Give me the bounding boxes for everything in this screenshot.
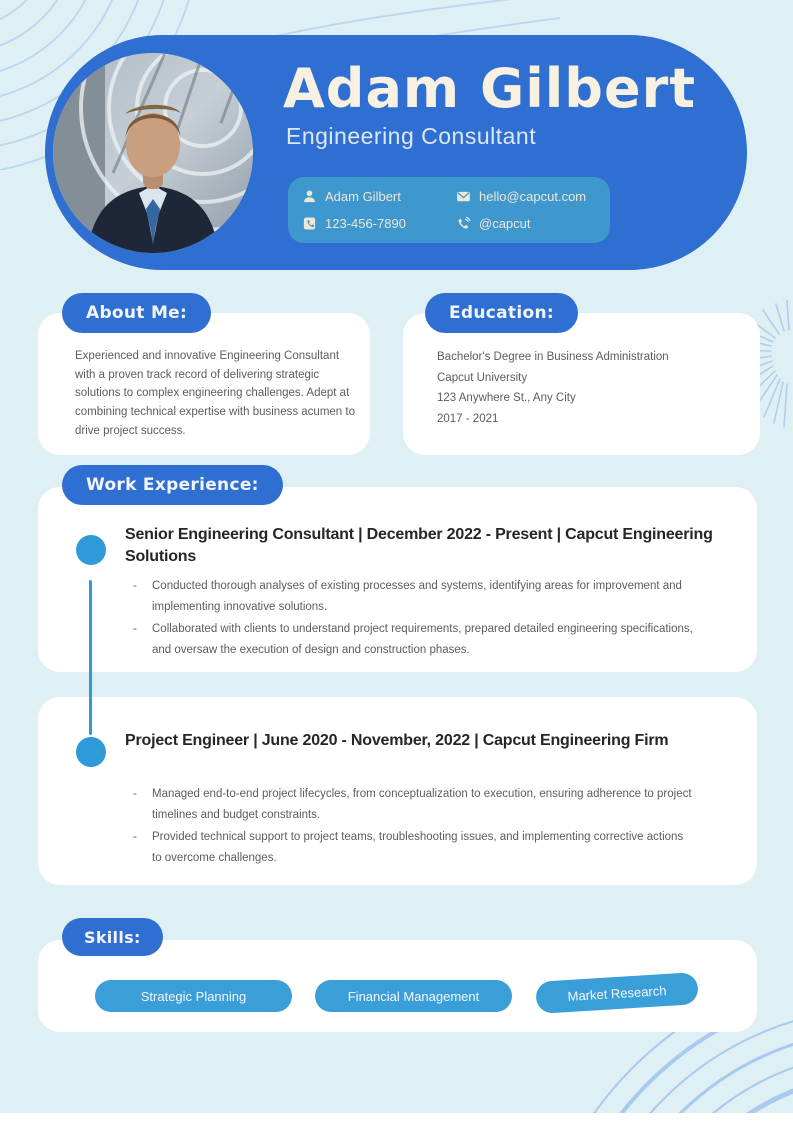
skill-badge-strategic-planning: Strategic Planning xyxy=(95,980,292,1012)
job-bullets-1 xyxy=(133,576,693,663)
job-title-2: Project Engineer | June 2020 - November, 2022 | Capcut Engineering Firm xyxy=(125,732,669,749)
contact-phone xyxy=(302,216,452,231)
bullet-text: Conducted thorough analyses of existing processes and systems, identifying areas for improvement and implementing innovative solutions. xyxy=(152,580,682,613)
education-years: 2017 - 2021 xyxy=(437,413,499,426)
mail-icon xyxy=(456,189,471,204)
profile-photo xyxy=(53,53,253,253)
about-section-heading: About Me: xyxy=(62,293,211,333)
job-bullet xyxy=(133,784,693,825)
timeline-dot-1 xyxy=(76,535,106,565)
bullet-text: Provided technical support to project teams, troubleshooting issues, and implementing corrective actions to overcome challenges. xyxy=(152,831,684,865)
contact-handle-text: @capcut xyxy=(479,216,531,231)
contact-name xyxy=(302,189,452,204)
contact-email xyxy=(456,189,596,204)
person-icon xyxy=(302,189,317,204)
skill-badge-financial-management: Financial Management xyxy=(315,980,512,1012)
contact-info-box xyxy=(288,177,610,243)
bullet-marker: - xyxy=(133,788,137,800)
bullet-marker: - xyxy=(133,580,137,592)
job-bullets-2 xyxy=(133,784,693,871)
call-icon xyxy=(456,216,471,231)
about-body-text: Experienced and innovative Engineering Consultant with a proven track record of delivering strategic solutions to complex engineering challenges. Adept at combining technical expertise with business acumen to drive project success. xyxy=(75,350,355,437)
contact-handle xyxy=(456,216,596,231)
contact-name-text: Adam Gilbert xyxy=(325,189,401,204)
timeline-connector-line xyxy=(89,580,92,735)
job-bullet xyxy=(133,827,693,868)
header-banner xyxy=(45,35,747,270)
contact-phone-text: 123-456-7890 xyxy=(325,216,406,231)
page-bottom-strip xyxy=(0,1113,793,1122)
bullet-text: Managed end-to-end project lifecycles, from conceptualization to execution, ensuring adherence to project timelines and budget constraints. xyxy=(152,788,692,821)
job-bullet xyxy=(133,576,693,617)
bullet-marker: - xyxy=(133,623,137,636)
job-title-1: Senior Engineering Consultant | December 2022 - Present | Capcut Engineering Solutions xyxy=(125,526,713,565)
contact-email-text: hello@capcut.com xyxy=(479,189,587,204)
education-degree: Bachelor's Degree in Business Administration xyxy=(437,351,669,363)
person-job-title: Engineering Consultant xyxy=(286,123,537,149)
bullet-marker: - xyxy=(133,831,137,844)
education-address: 123 Anywhere St., Any City xyxy=(437,392,576,405)
bullet-text: Collaborated with clients to understand project requirements, prepared detailed engineering specifications, and oversaw the execution of design and construction phases. xyxy=(152,623,693,657)
skills-section-heading: Skills: xyxy=(62,918,163,956)
education-details xyxy=(437,347,737,430)
skill-badge-market-research: Market Research xyxy=(535,972,699,1014)
education-school: Capcut University xyxy=(437,371,528,384)
timeline-dot-2 xyxy=(76,737,106,767)
education-section-heading: Education: xyxy=(425,293,578,333)
work-section-heading: Work Experience: xyxy=(62,465,283,505)
phonebook-icon xyxy=(302,216,317,231)
person-photo-illustration xyxy=(53,53,253,253)
person-name: Adam Gilbert xyxy=(283,57,697,120)
job-bullet xyxy=(133,619,693,660)
bottomright-fan-decoration xyxy=(493,1018,793,1113)
